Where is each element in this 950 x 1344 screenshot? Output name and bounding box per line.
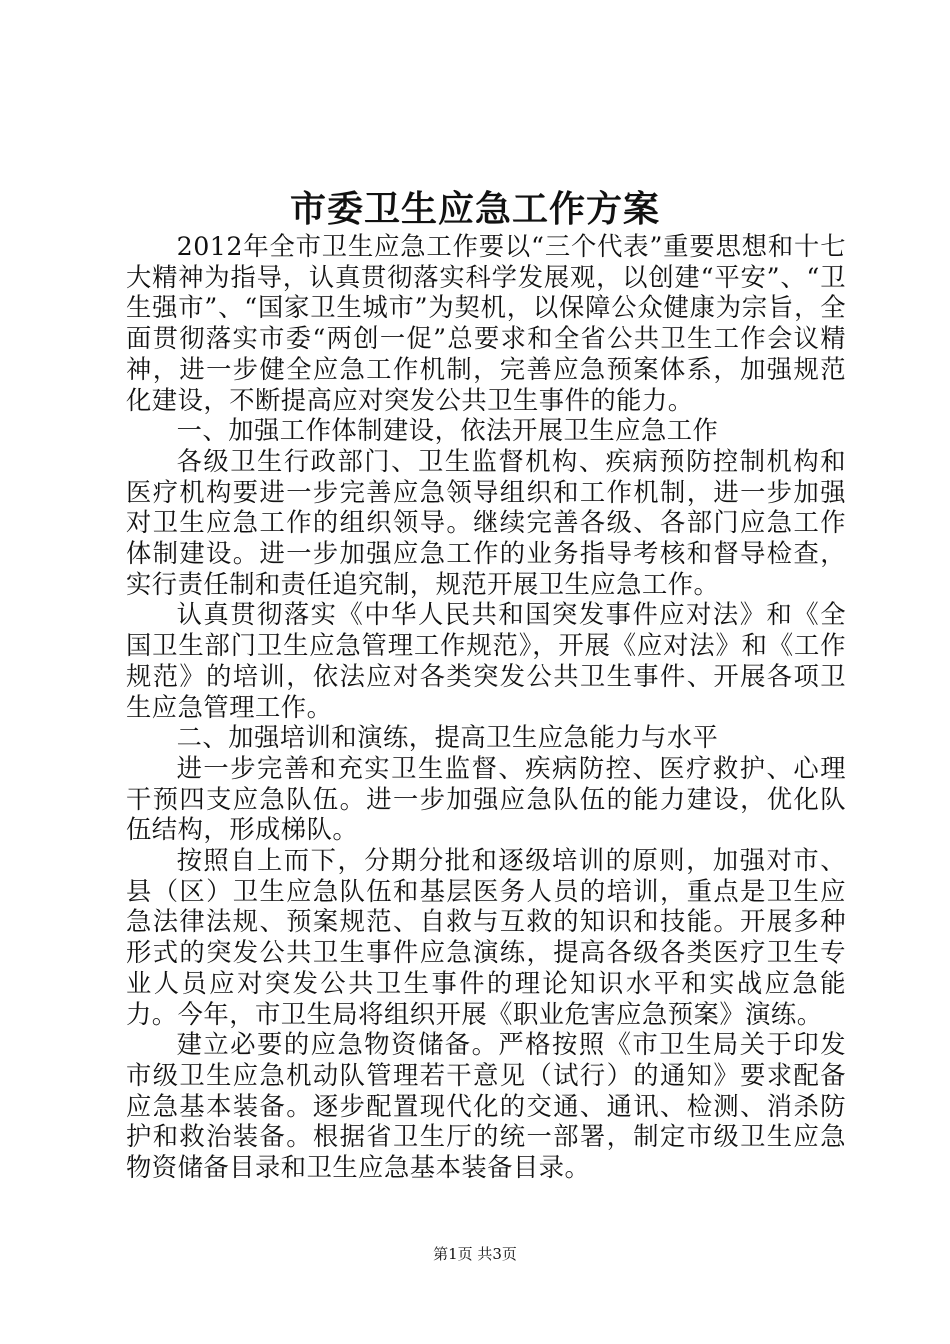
paragraph-section-1b: 认真贯彻落实《中华人民共和国突发事件应对法》和《全国卫生部门卫生应急管理工作规范》，开展《应对法》和《工作规范》的培训，依法应对各类突发公共卫生事件、开展各项卫生应急管理工作。 xyxy=(126,600,846,722)
paragraph-section-2b: 按照自上而下，分期分批和逐级培训的原则，加强对市、县（区）卫生应急队伍和基层医务人员的培训，重点是卫生应急法律法规、预案规范、自救与互救的知识和技能。开展多种形式的突发公共卫生事件应急演练，提高各级各类医疗卫生专业人员应对突发公共卫生事件的理论知识水平和实战应急能力。今年，市卫生局将组织开展《职业危害应急预案》演练。 xyxy=(126,846,846,1029)
document-body xyxy=(126,232,846,1184)
page-footer: 第1页 共3页 xyxy=(433,1245,517,1263)
section-heading-1: 一、加强工作体制建设，依法开展卫生应急工作 xyxy=(176,416,719,446)
paragraph-section-2a: 进一步完善和充实卫生监督、疾病防控、医疗救护、心理干预四支应急队伍。进一步加强应急队伍的能力建设，优化队伍结构，形成梯队。 xyxy=(126,753,846,845)
section-heading-2: 二、加强培训和演练，提高卫生应急能力与水平 xyxy=(176,723,719,753)
paragraph-intro: 2012年全市卫生应急工作要以“三个代表”重要思想和十七大精神为指导，认真贯彻落实科学发展观，以创建“平安”、“卫生强市”、“国家卫生城市”为契机，以保障公众健康为宗旨，全面贯彻落实市委“两创一促”总要求和全省公共卫生工作会议精神，进一步健全应急工作机制，完善应急预案体系，加强规范化建设，不断提高应对突发公共卫生事件的能力。 xyxy=(126,232,846,415)
paragraph-section-1a: 各级卫生行政部门、卫生监督机构、疾病预防控制机构和医疗机构要进一步完善应急领导组织和工作机制，进一步加强对卫生应急工作的组织领导。继续完善各级、各部门应急工作体制建设。进一步加强应急工作的业务指导考核和督导检查，实行责任制和责任追究制，规范开展卫生应急工作。 xyxy=(126,446,846,599)
document-title: 市委卫生应急工作方案 xyxy=(289,188,660,230)
paragraph-section-2c: 建立必要的应急物资储备。严格按照《市卫生局关于印发市级卫生应急机动队管理若干意见（试行）的通知》要求配备应急基本装备。逐步配置现代化的交通、通讯、检测、消杀防护和救治装备。根据省卫生厅的统一部署，制定市级卫生应急物资储备目录和卫生应急基本装备目录。 xyxy=(126,1030,846,1183)
